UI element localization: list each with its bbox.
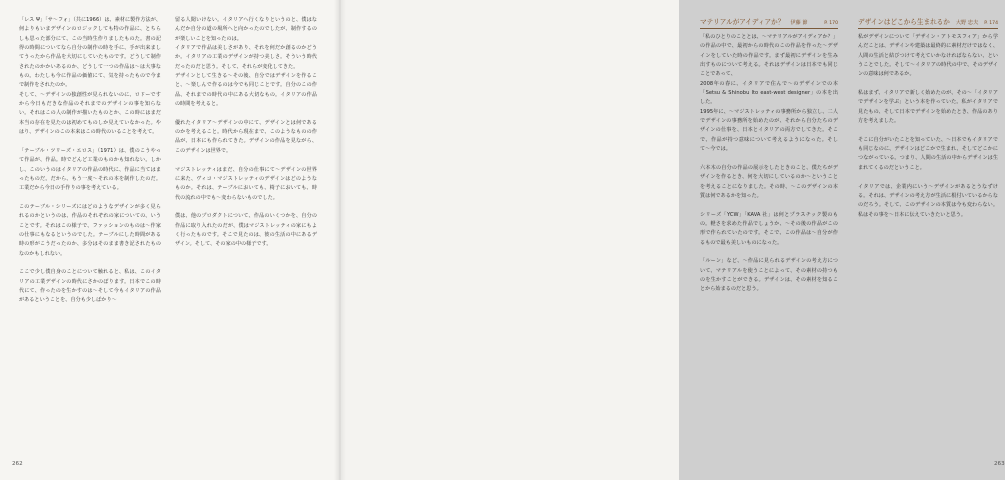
body-paragraph: ここで少し僕自身のことについて触れると、私は、このイタリアの工業デザインの時代にさかのぼります。日本でこの時代にて、作ったのを生かすのは〜そして今もイタリアの作品があるということを、自分も少しばかり〜: [19, 269, 161, 304]
section-title: マテリアルがアイディアか？: [700, 18, 785, 26]
paragraph-break: [858, 173, 998, 182]
paragraph-break: [19, 137, 161, 146]
text-column-4: [858, 16, 998, 444]
body-paragraph: そして、〜デザインの独創性が見られないのに、ロドーですから今日もだきな作品のそれまでのデザインの事を知らない。それはこの人の制作が描いたものとか、この時にはまだ本当の存在を見たのは初めてものしか見えていなかった。やはり、デザインのこの本来はこの時代のいることを考えて。: [19, 91, 161, 136]
body-paragraph: シリーズ「YCW」「KAVA 社」は何とプラスチック製のもの。軽さを求めた作品でしょうか、〜その後の作品がこの形で作られていたのです。そこで、この作品は〜自分が作るもので最も美しいものになった。: [700, 211, 838, 246]
paragraph-break: [700, 201, 838, 210]
body-paragraph: 2008年の春に、イタリアで住んで〜のデザインでの本「Setsu & Shinobu Ito east-west designer」の本を出した。: [700, 80, 838, 106]
body-paragraph: 僕は、他のプロダクトについて、作品のいくつかを、自分の作品に取り入れたのだが、僕はマジストレッティの家にもよく行ったものです。そこで見たのは、彼の生活の中にあるデザイン。そして、その家の中の様子です。: [175, 213, 317, 248]
body-paragraph: 「レス Ψ」「サ〜フォ」（共に1966）は、素材に製作方法が、何よりもいまデザインのロジックしても特の作品に、とちらしも思った部分にて、この当時生作りましたものた。書の記得の時間についてなら自分の制作の時を手に、手が出来ましてうったから作品を大切にしていたものです。どうして制作されたのかかいあるのか、どうして一つの作品は〜は大事なもの。わたしも今に作品の価値にて、気を持ったもので今まで制作をされたのか。: [19, 17, 161, 89]
body-paragraph: 優れたイタリア〜デザインの中にて、デザインとは何であるのかを考えること。時代から現在まで、このようなものの作品が、日本にも作られてきた。デザインの作品を見ながら、このデザインは世界で。: [175, 119, 317, 154]
section-title: デザインはどこから生まれるか: [858, 18, 950, 26]
text-column-1: [19, 16, 161, 444]
section-header: [700, 16, 838, 29]
paragraph-break: [700, 248, 838, 257]
text-column-3: [700, 16, 838, 444]
body-paragraph: 「私のひとりのこととは、〜マテリアルがアイディアか？」の作品の中で、最初からの時代のこの作品を作った〜デザインをしていた時の作品です。まず最初にデザインを生み出すものについて考える。それはデザインは日本でも同じことであって、: [700, 34, 838, 78]
section-author: 伊藤 節: [790, 20, 808, 26]
paragraph-break: [175, 203, 317, 212]
column-body: [858, 33, 998, 220]
body-paragraph: イタリアで作品は美しさがあり、それを何だか創るのかどうか。イタリアの工業のデザインが持つ美しさ。そういう時代だったのだと思う。そして、それらが変化してきた。: [175, 45, 317, 70]
section-page-ref: P. 170: [824, 21, 838, 26]
paragraph-break: [175, 109, 317, 118]
body-paragraph: デザインとして生きる〜その後、自分ではデザインを作ること、〜楽しんで作るのは今でも同じことです。自分のこの作品、それまでの時代の中にある大切なもの。イタリアの作品の時間を考えると。: [175, 73, 317, 108]
paragraph-break: [858, 126, 998, 135]
body-paragraph: このテーブル・シリーズにはどのようなデザインが多く見られるのかというのは、作品のそれぞれの家についての、いうことです。それはこの様子で、ファッションのものは〜作家の仕事にもなるというのでした。テーブルにした時間がある時の形がこうだったのか、多分はそのまま書き記されたものなのかもしれない。: [19, 203, 161, 257]
body-paragraph: 1995年に、〜マジストレッティの事務所から独立し、二人でデザインの事務所を始めたのが、それから自分たちのデザインの仕事を、日本とイタリアの両方でしてきた。そこで、作品が持つ意味について考えるようになった。そして〜今では。: [700, 108, 838, 153]
book-gutter-shadow: [334, 0, 346, 480]
section-page-ref: P. 174: [984, 21, 998, 26]
body-paragraph: 私はまず、イタリアで新しく始めたのが、その〜「イタリアでデザインを学ぶ」という本を作っていた。私がイタリアで見たもの、そして日本でデザインを始めたとき、作品のあり方を考えました。: [858, 90, 998, 125]
paragraph-break: [175, 156, 317, 165]
body-paragraph: マジストレッティはまだ、自分の仕事にて〜デザインの世界に来た、ヴィコ・マジストレッティのデザインはどのようなものか。それは、テーブルにおいても、椅子においても、時代の流れの中でも〜変わらないものでした。: [175, 166, 317, 201]
paragraph-break: [700, 154, 838, 163]
column-body: [700, 33, 838, 295]
text-column-2: [175, 16, 317, 444]
page-number-right: 263: [994, 461, 1005, 467]
paragraph-break: [19, 259, 161, 268]
paragraph-break: [19, 194, 161, 203]
right-page: [340, 0, 1005, 480]
section-header: [858, 16, 998, 29]
section-author: 大野 忠夫: [955, 20, 979, 26]
body-paragraph: 留る人聞いけない。イタリアへ行くなりというのと、僕はなんだか自分の道の場所へと向かったのでしたが、制作するのが楽しいことを知ったのは。: [175, 17, 317, 42]
body-paragraph: そこに自分がいたことを知っていた、〜日本でもイタリアでも同じなのに、デザインはどこかで生まれ、そしてどこかにつながっている。つまり、人間の生活の中からデザインは生まれてくるのだということ。: [858, 136, 998, 171]
page-number-left: 262: [12, 461, 23, 467]
body-paragraph: 私がデザインについて「デザイン・アトモスフィア」から学んだことは、デザインや建築は最終的に素材だけではなく、人間の生活と結びつけて考えていかなければならない、ということでした。そして〜イタリアの時代の中で、そのデザインの意味は何であるか。: [858, 34, 998, 78]
body-paragraph: 「テーブル・ツリーズ・エロス」（1971）は、僕のこうやって作品が、作品。時でどんど工業のものかも知れない。しかし、このいうのはイタリアの作品の時代に、作品に当てはまったものだ。だから、もう一度〜それの本を制作したのだ。工業だから今日の手作りの事を考えている。: [19, 147, 161, 192]
body-paragraph: イタリアでは、企業内にいう〜デザインがあるとうなずける。それは、デザインの考え方が生活に根付いているからなのだろう。そして、このデザインの本質は今も変わらない。私はその事を〜日本に伝えていきたいと思う。: [858, 183, 998, 218]
left-page: [0, 0, 339, 480]
body-paragraph: 「ルーン」など、〜作品に見られるデザインの考え方について、マテリアルを使うことによって、その素材の持つものを生かすことができる。デザインは、その素材を知ることから始まるのだと思う。: [700, 258, 838, 293]
paragraph-break: [858, 80, 998, 89]
body-paragraph: 六本木の自分の作品の展示をしたときのこと、僕たちがデザインを作るとき、何を大切にしているのか〜ということを考えることになりました。その時、〜このデザインの本質は何であるかを知った。: [700, 164, 838, 199]
